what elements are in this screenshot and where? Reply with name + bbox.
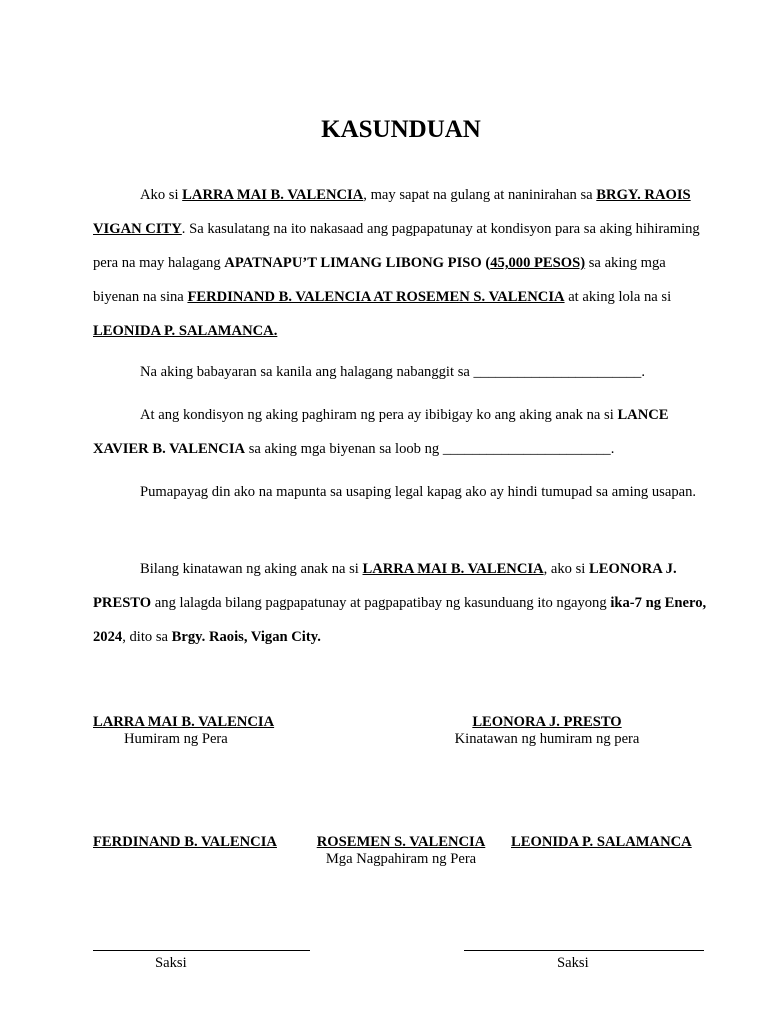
payment-date-blank: _______________________ <box>473 364 642 380</box>
witness-label-1: Saksi <box>155 955 187 971</box>
agreement-date: ika-7 ng Enero, 2024 <box>93 595 707 645</box>
paragraph-condition <box>93 398 715 466</box>
amount-number: 45,000 PESOS) <box>490 255 586 271</box>
text: ang lalagda bilang pagpapatunay at pagpapatibay ng kasunduang ito ngayong <box>151 595 611 611</box>
paragraph-legal <box>93 475 715 509</box>
document-title: KASUNDUAN <box>321 116 481 143</box>
text: . Sa kasulatang na ito nakasaad ang pagpapatunay at kondisyon para sa aking hihiraming pera na may halagang <box>93 221 700 271</box>
text: , ako si <box>543 561 590 577</box>
text: at aking lola na si <box>564 289 672 305</box>
signature-lender-3 <box>511 834 692 851</box>
text: Bilang kinatawan ng aking anak na si <box>140 561 363 577</box>
text: , may sapat na gulang at naninirahan sa <box>363 187 597 203</box>
signature-role: Humiram ng Pera <box>124 731 228 747</box>
child-name: LANCE XAVIER B. VALENCIA <box>93 407 669 457</box>
lenders-names: FERDINAND B. VALENCIA AT ROSEMEN S. VALENCIA <box>187 289 565 305</box>
signature-borrower <box>93 714 274 748</box>
signature-role: Kinatawan ng humiram ng pera <box>454 731 640 747</box>
paragraph-representative <box>93 552 718 654</box>
duration-blank: _______________________ <box>442 441 611 457</box>
text: . <box>610 441 615 457</box>
borrower-name: LARRA MAI B. VALENCIA <box>362 561 544 577</box>
witness-label-2: Saksi <box>557 955 589 971</box>
paragraph-introduction <box>93 178 715 348</box>
witness-line-2 <box>464 950 704 951</box>
representative-name: LEONORA J. PRESTO <box>93 561 677 611</box>
signature-representative <box>449 714 645 748</box>
text: Ako si <box>140 187 183 203</box>
witness-line-1 <box>93 950 310 951</box>
address: BRGY. RAOIS VIGAN CITY <box>93 187 691 237</box>
text: ( <box>481 255 491 271</box>
signature-lender-2 <box>311 834 491 868</box>
paragraph-payment <box>93 355 715 389</box>
signature-lender-1 <box>93 834 277 851</box>
signature-name: LEONORA J. PRESTO <box>472 714 622 730</box>
signature-name: LEONIDA P. SALAMANCA <box>511 834 692 850</box>
text: . <box>641 364 645 380</box>
borrower-name: LARRA MAI B. VALENCIA <box>182 187 364 203</box>
text: sa aking mga biyenan na sina <box>93 255 666 305</box>
signature-name: FERDINAND B. VALENCIA <box>93 834 277 850</box>
text: At ang kondisyon ng aking paghiram ng pera ay ibibigay ko ang aking anak na si <box>140 407 618 423</box>
text: sa aking mga biyenan sa loob ng <box>245 441 443 457</box>
signature-name: ROSEMEN S. VALENCIA <box>316 834 486 850</box>
agreement-place: Brgy. Raois, Vigan City. <box>171 629 321 645</box>
grandmother-name: LEONIDA P. SALAMANCA. <box>93 323 278 339</box>
text: Na aking babayaran sa kanila ang halagang nabanggit sa <box>140 364 474 380</box>
amount-words: APATNAPU’T LIMANG LIBONG PISO <box>224 255 482 271</box>
text: Pumapayag din ako na mapunta sa usaping legal kapag ako ay hindi tumupad sa aming usapan. <box>140 484 697 500</box>
signature-role: Mga Nagpahiram ng Pera <box>325 851 477 867</box>
signature-name: LARRA MAI B. VALENCIA <box>93 714 275 730</box>
text: , dito sa <box>122 629 172 645</box>
